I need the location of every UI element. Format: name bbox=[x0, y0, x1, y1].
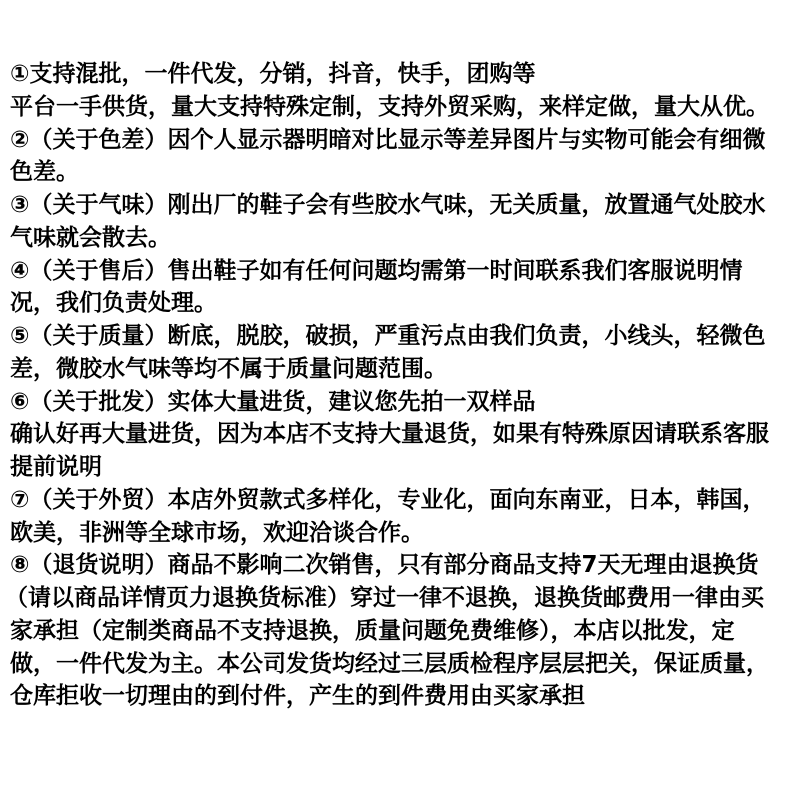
notice-line: 做，一件代发为主。本公司发货均经过三层质检程序层层把关，保证质量， bbox=[10, 650, 769, 677]
notice-line: （请以商品详情页力退换货标准）穿过一律不退换，退换货邮费用一律由买 bbox=[5, 585, 764, 611]
notice-line-quality: ⑤（关于质量）断底，脱胶，破损，严重污点由我们负责，小线头，轻微色 bbox=[10, 323, 766, 349]
notice-line-wholesale: ⑥（关于批发）实体大量进货，建议您先拍一双样品 bbox=[10, 388, 536, 415]
notice-line: 差，微胶水气味等均不属于质量问题范围。 bbox=[10, 355, 447, 382]
notice-line: 平台一手供货，量大支持特殊定制，支持外贸采购，来样定做，量大从优。 bbox=[10, 93, 769, 120]
notice-line: 色差。 bbox=[10, 159, 79, 186]
notice-line-odor: ③（关于气味）刚出厂的鞋子会有些胶水气味，无关质量，放置通气处胶水 bbox=[10, 192, 766, 218]
notice-line: 况，我们负责处理。 bbox=[10, 290, 217, 317]
notice-line: 家承担（定制类商品不支持退换，质量问题免费维修），本店以批发，定 bbox=[10, 617, 735, 644]
notice-line: 确认好再大量进货，因为本店不支持大量退货，如果有特殊原因请联系客服 bbox=[10, 421, 769, 448]
notice-line: 气味就会散去。 bbox=[10, 224, 171, 251]
notice-line-returns: ⑧（退货说明）商品不影响二次销售，只有部分商品支持7天无理由退换货 bbox=[10, 552, 759, 579]
notice-line: 欧美，非洲等全球市场，欢迎洽谈合作。 bbox=[10, 519, 424, 546]
notice-line-color-difference: ②（关于色差）因个人显示器明暗对比显示等差异图片与实物可能会有细微 bbox=[10, 126, 766, 153]
notice-line: 提前说明 bbox=[10, 454, 102, 480]
notice-line-support-mixed-wholesale: ①支持混批，一件代发，分销，抖音，快手，团购等 bbox=[10, 61, 536, 87]
notice-line-foreign-trade: ⑦（关于外贸）本店外贸款式多样化，专业化，面向东南亚，日本，韩国， bbox=[10, 486, 766, 513]
notice-line: 仓库拒收一切理由的到付件，产生的到件费用由买家承担 bbox=[10, 683, 585, 710]
notice-text bbox=[5, 58, 785, 713]
notice-line-after-sales: ④（关于售后）售出鞋子如有任何问题均需第一时间联系我们客服说明情 bbox=[10, 257, 743, 284]
